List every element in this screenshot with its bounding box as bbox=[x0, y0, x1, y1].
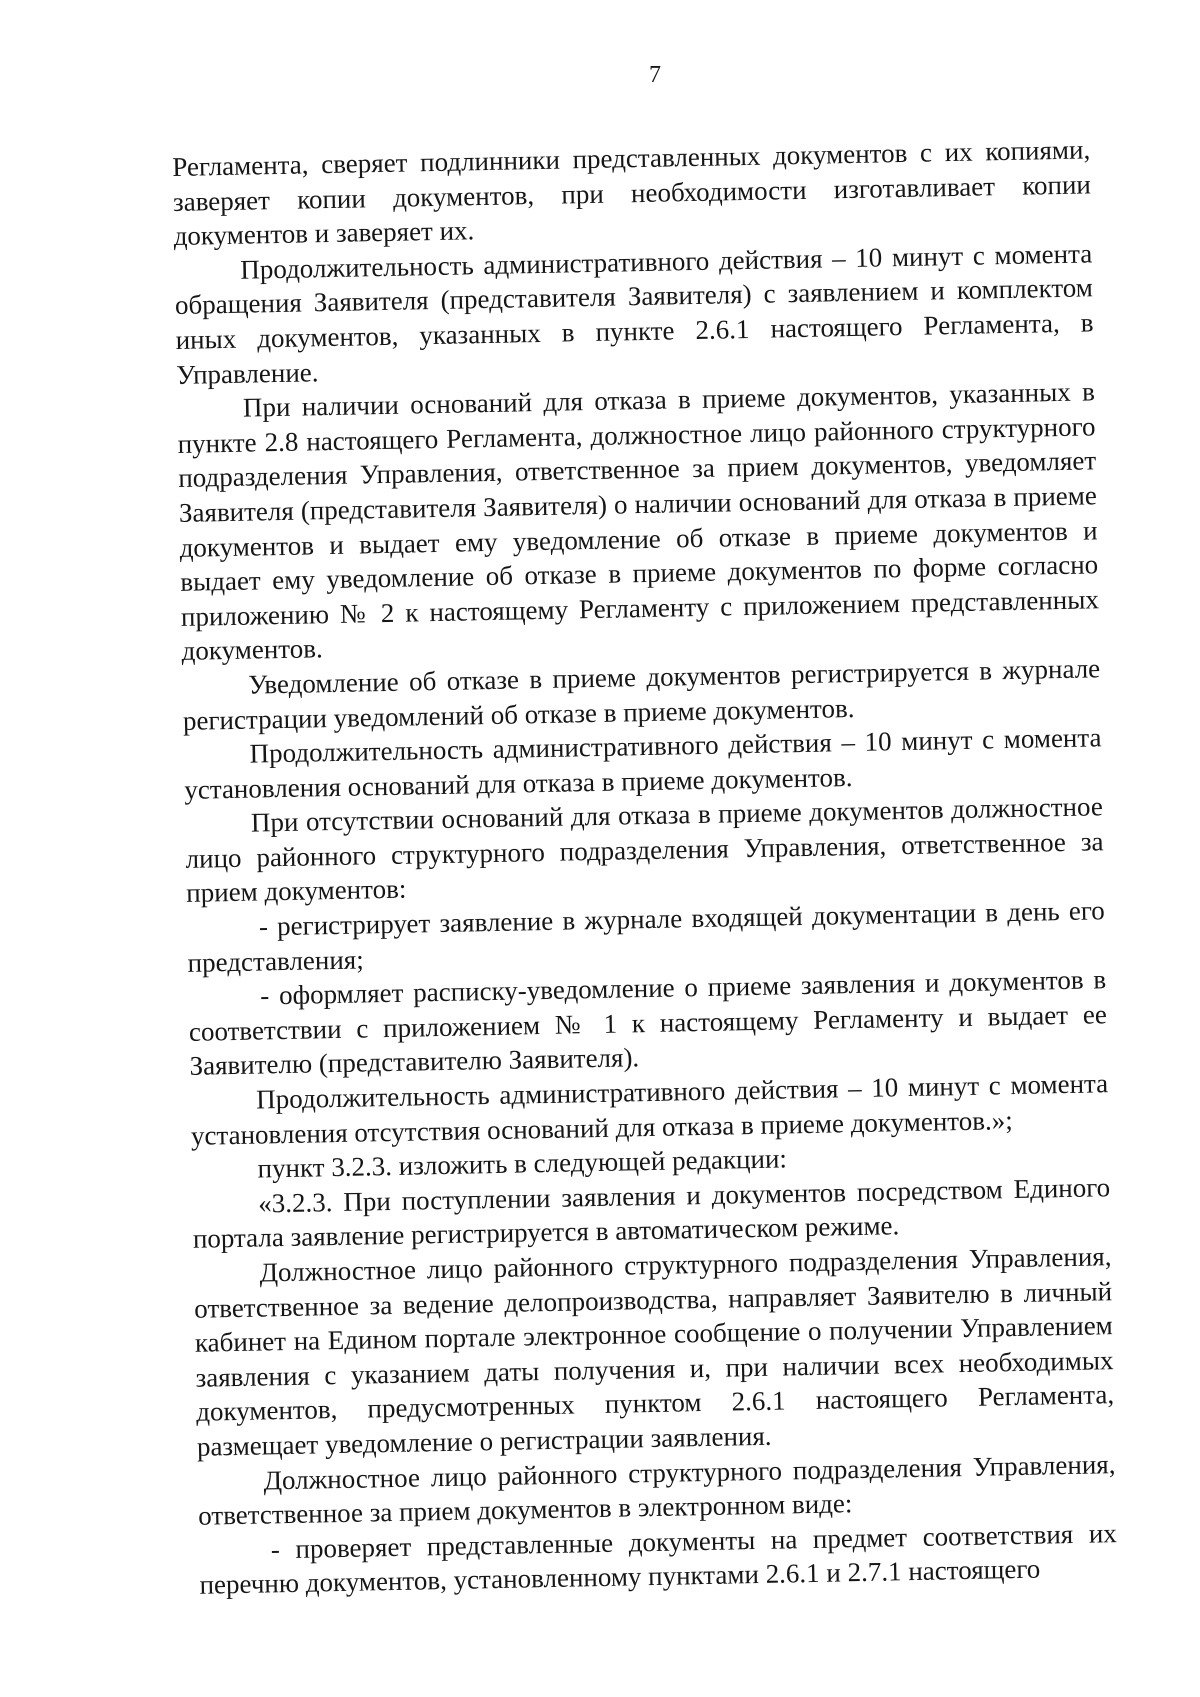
page-number: 7 bbox=[649, 62, 661, 88]
list-item: - регистрирует заявление в журнале входящей документации в день его представления; bbox=[187, 895, 1106, 978]
paragraph: пункт 3.2.3. изложить в следующей редакции: bbox=[257, 1143, 788, 1184]
document-body bbox=[172, 132, 1118, 1602]
paragraph: Уведомление об отказе в приеме документов регистрируется в журнале регистрации уведомлений об отказе в приеме документов. bbox=[182, 653, 1101, 736]
paragraph: Продолжительность административного действия – 10 минут с момента установления отсутствия оснований для отказа в приеме документов.»; bbox=[190, 1068, 1109, 1151]
paragraph: Продолжительность административного действия – 10 минут с момента установления оснований для отказа в приеме документов. bbox=[183, 722, 1102, 805]
paragraph: Должностное лицо районного структурного подразделения Управления, ответственное за ведение делопроизводства, направляет Заявителю в личный кабинет на Едином портале электронное сообщение о получении Управлением заявления с указанием даты получения и, при наличии всех необходимых документов, предусмотренных пунктом 2.6.1 настоящего Регламента, размещает уведомление о регистрации заявления. bbox=[193, 1241, 1115, 1462]
list-item: - оформляет расписку-уведомление о приеме заявления и документов в соответствии с приложением № 1 к настоящему Регламенту и выдает ее Заявителю (представителю Заявителя). bbox=[188, 964, 1108, 1082]
list-item: - проверяет представленные документы на предмет соответствия их перечню документов, установленному пунктами 2.6.1 и 2.7.1 настоящего bbox=[199, 1517, 1118, 1601]
paragraph: При отсутствии оснований для отказа в приеме документов должностное лицо районного структурного подразделения Управления, ответственное за прием документов: bbox=[185, 791, 1104, 909]
paragraph: Должностное лицо районного структурного подразделения Управления, ответственное за прием документов в электронном виде: bbox=[197, 1448, 1116, 1531]
paragraph: При наличии оснований для отказа в приеме документов, указанных в пункте 2.8 настоящего Регламента, должностное лицо районного структурного подразделения Управления, ответственное за прием документов, уведомляет Заявителя (представителя Заявителя) о наличии оснований для отказа в приеме документов и выдает ему уведомление об отказе в приеме документов и выдает ему уведомление об отказе в приеме документов по форме согласно приложению № 2 к настоящему Регламенту с приложением представленных документов. bbox=[177, 376, 1100, 667]
paragraph: «3.2.3. При поступлении заявления и документов посредством Единого портала заявление регистрируется в автоматическом режиме. bbox=[192, 1171, 1111, 1255]
paragraph: Регламента, сверяет подлинники представленных документов с их копиями, заверяет копии документов, при необходимости изготавливает копии документов и заверяет их. bbox=[172, 134, 1092, 252]
paragraph: Продолжительность административного действия – 10 минут с момента обращения Заявителя (представителя Заявителя) с заявлением и комплектом иных документов, указанных в пункте 2.6.1 настоящего Регламента, в Управление. bbox=[174, 238, 1094, 390]
